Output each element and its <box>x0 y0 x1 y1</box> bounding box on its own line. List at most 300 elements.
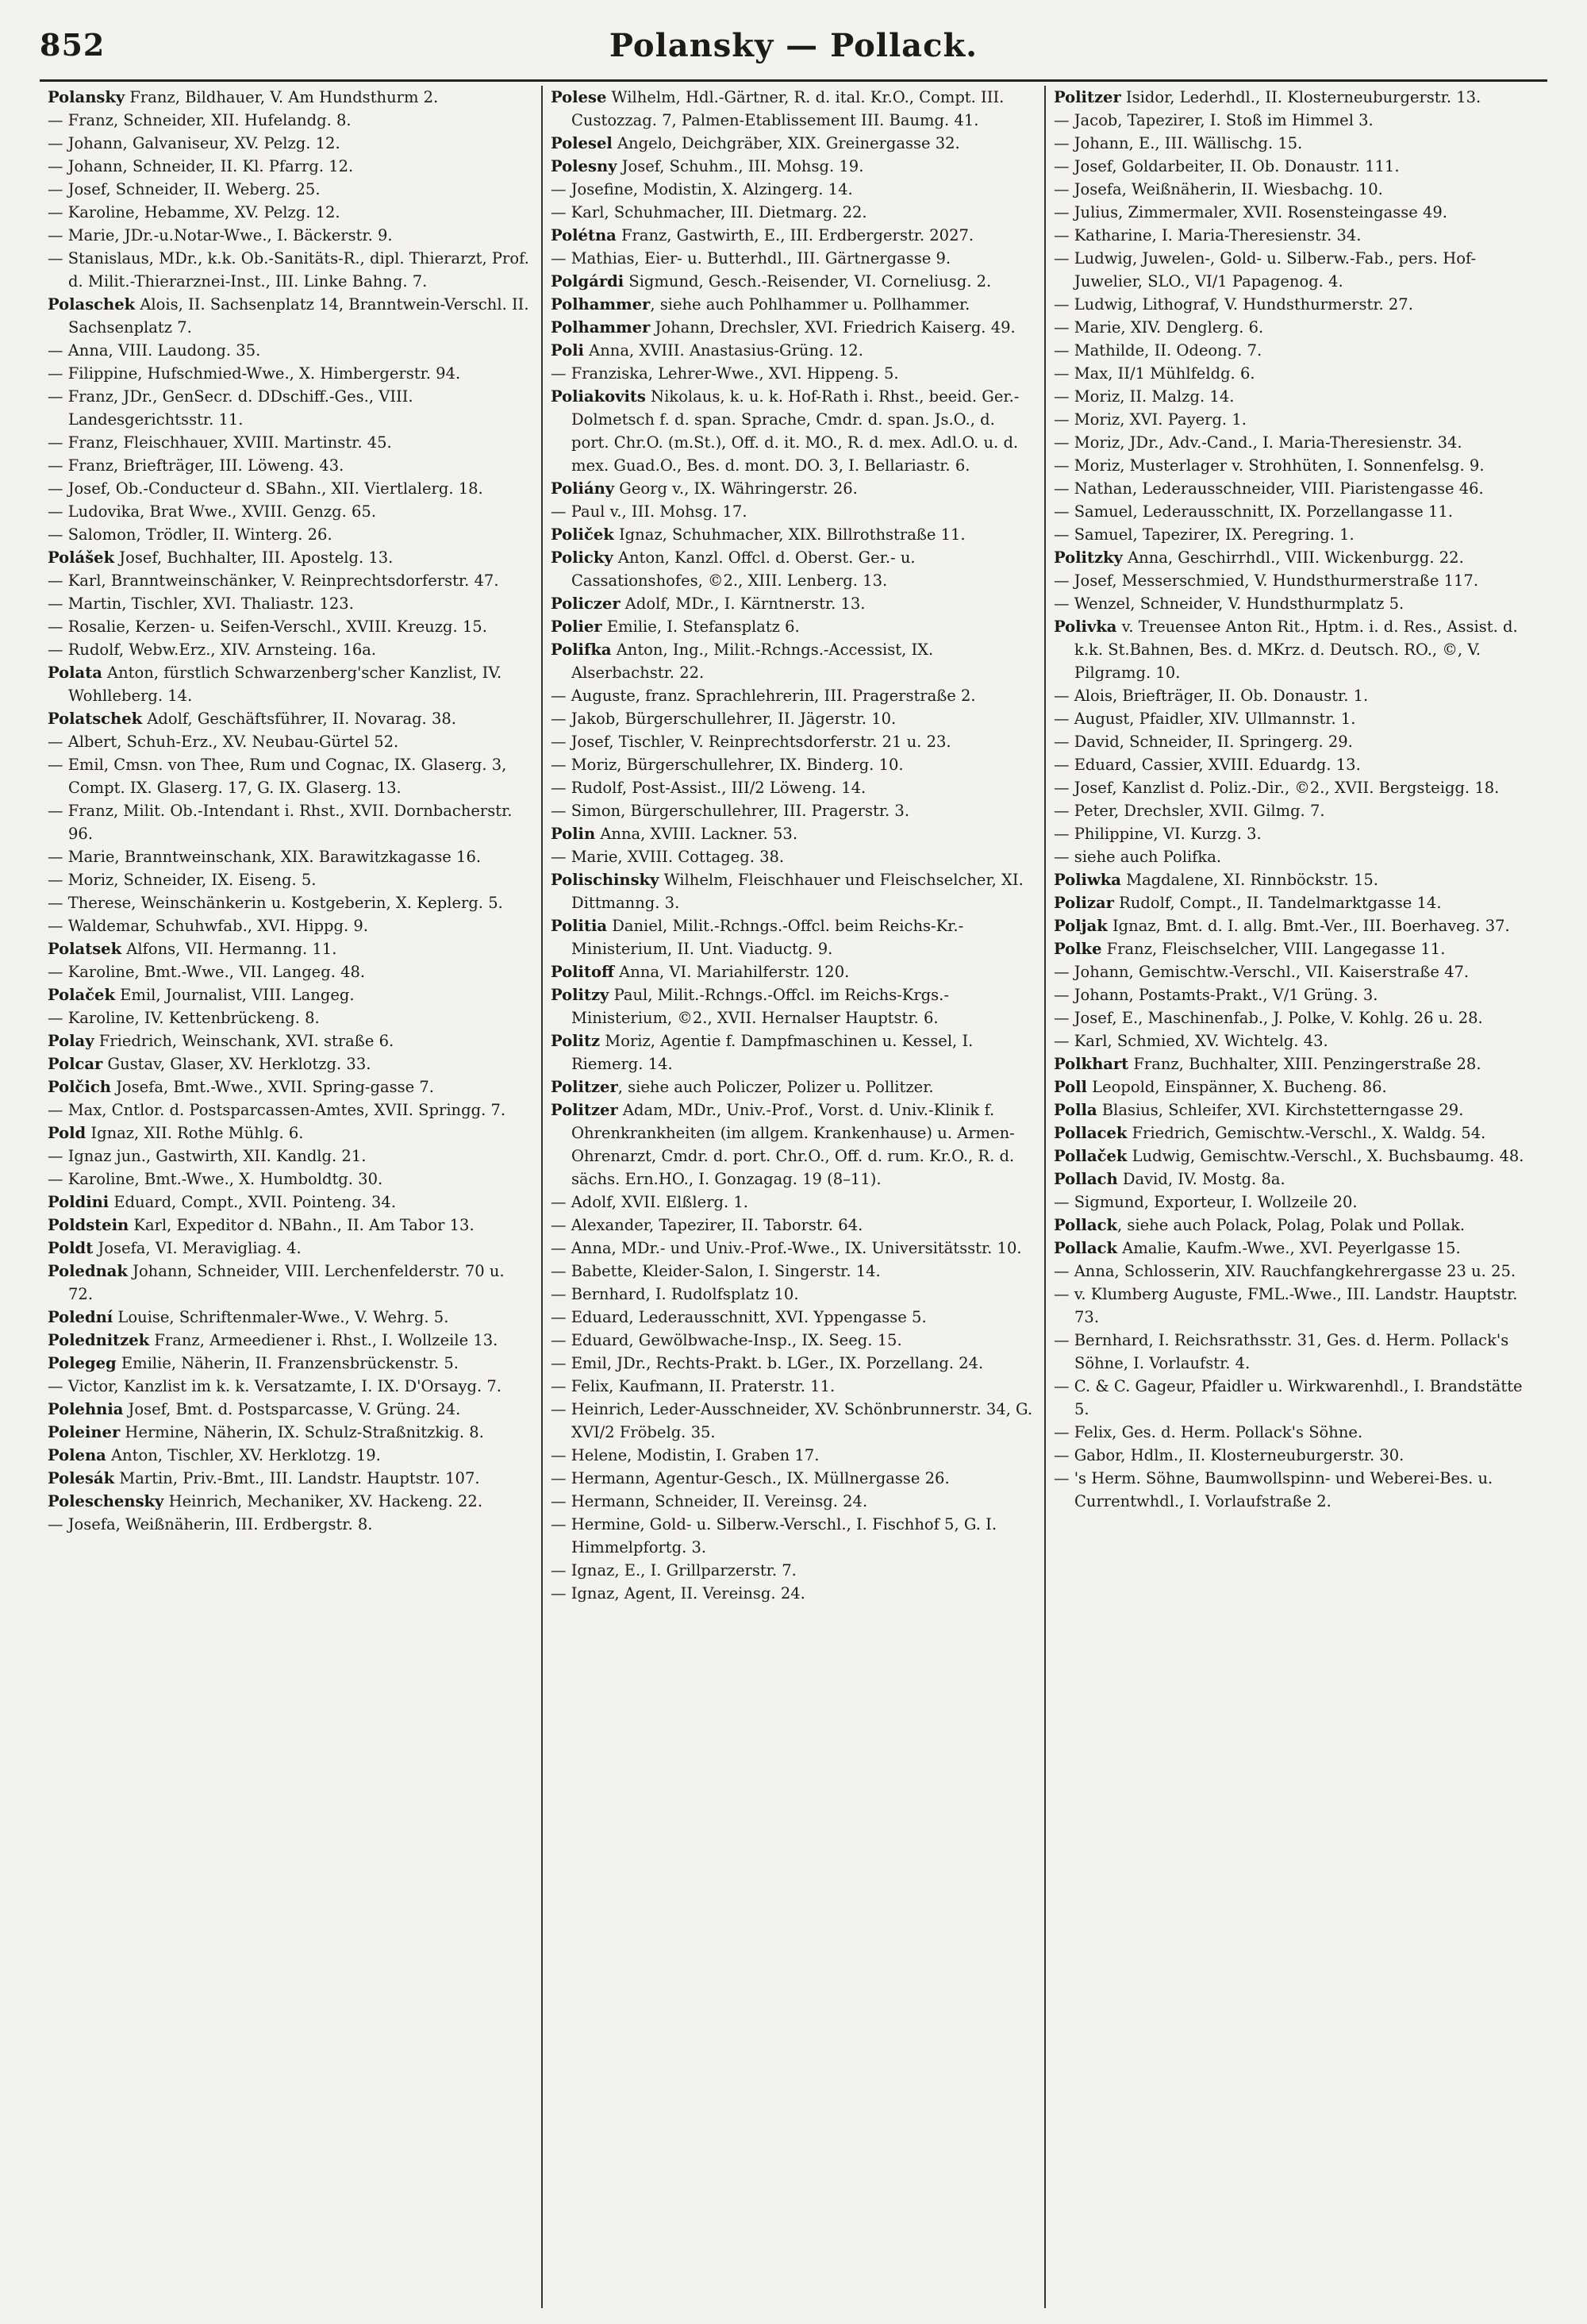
directory-entry <box>551 1582 1036 1605</box>
entry-text: Alois, II. Sachsenplatz 14, Branntwein-Verschl. II. Sachsenplatz 7. <box>68 295 529 337</box>
directory-entry <box>48 1214 533 1237</box>
entry-surname: Polesák <box>48 1469 115 1487</box>
directory-entry <box>1054 1214 1539 1237</box>
entry-text: — Franz, Fleischhauer, XVIII. Martinstr. 45. <box>48 433 392 452</box>
entry-surname: Polkhart <box>1054 1055 1129 1073</box>
directory-entry <box>48 960 533 983</box>
directory-entry <box>1054 983 1539 1006</box>
entry-text: — Johann, E., III. Wällischg. 15. <box>1054 134 1303 152</box>
directory-entry <box>551 86 1036 132</box>
entry-text: — Wenzel, Schneider, V. Hundsthurmplatz 5. <box>1054 594 1404 613</box>
entry-text: — Emil, JDr., Rechts-Prakt. b. LGer., IX. Porzellang. 24. <box>551 1354 984 1372</box>
entry-text: Martin, Priv.-Bmt., III. Landstr. Hauptstr. 107. <box>114 1469 480 1487</box>
entry-text: — Johann, Postamts-Prakt., V/1 Grüng. 3. <box>1054 986 1378 1004</box>
directory-entry <box>1054 1168 1539 1191</box>
directory-entry <box>48 1075 533 1099</box>
entry-text: — Franz, JDr., GenSecr. d. DDschiff.-Ges., VIII. Landesgerichtsstr. 11. <box>48 387 413 429</box>
entry-text: — Paul v., III. Mohsg. 17. <box>551 502 747 521</box>
directory-entry <box>551 1306 1036 1329</box>
directory-entry <box>48 132 533 155</box>
directory-entry <box>48 1006 533 1029</box>
entry-text: Johann, Schneider, VIII. Lerchenfelderstr. 70 u. 72. <box>68 1262 505 1303</box>
entry-surname: Polatsek <box>48 940 122 958</box>
entry-text: — Josef, E., Maschinenfab., J. Polke, V. Kohlg. 26 u. 28. <box>1054 1009 1483 1027</box>
entry-text: Sigmund, Gesch.-Reisender, VI. Corneliusg. 2. <box>624 272 992 290</box>
directory-entry <box>1054 178 1539 201</box>
directory-entry <box>48 868 533 891</box>
entry-text: Alfons, VII. Hermanng. 11. <box>121 940 337 958</box>
entry-text: , siehe auch Polack, Polag, Polak und Pollak. <box>1116 1216 1466 1234</box>
directory-entry <box>48 845 533 868</box>
directory-entry <box>48 638 533 661</box>
entry-surname: Politia <box>551 917 608 935</box>
entry-text: — Rosalie, Kerzen- u. Seifen-Verschl., XVIII. Kreuzg. 15. <box>48 618 487 636</box>
entry-text: — Martin, Tischler, XVI. Thaliastr. 123. <box>48 594 354 613</box>
entry-text: — Karl, Schmied, XV. Wichtelg. 43. <box>1054 1032 1328 1050</box>
entry-text: — Anna, VIII. Laudong. 35. <box>48 341 261 360</box>
entry-text: — Salomon, Trödler, II. Winterg. 26. <box>48 525 332 544</box>
directory-entry <box>48 201 533 224</box>
directory-entry <box>1054 891 1539 914</box>
directory-entry <box>48 477 533 500</box>
entry-surname: Politzer <box>551 1078 618 1096</box>
directory-entry <box>48 1052 533 1075</box>
directory-entry <box>1054 960 1539 983</box>
directory-entry <box>1054 546 1539 569</box>
entry-surname: Poliwka <box>1054 871 1121 889</box>
entry-text: — Franz, Briefträger, III. Löweng. 43. <box>48 456 344 475</box>
entry-text: — Ludwig, Juwelen-, Gold- u. Silberw.-Fab., pers. Hof-Juwelier, SLO., VI/1 Papagenog. 4. <box>1054 249 1477 290</box>
entry-text: — Franz, Milit. Ob.-Intendant i. Rhst., XVII. Dornbacherstr. 96. <box>48 802 513 843</box>
entry-text: Ignaz, XII. Rothe Mühlg. 6. <box>86 1124 304 1142</box>
entry-text: — Peter, Drechsler, XVII. Gilmg. 7. <box>1054 802 1325 820</box>
directory-entry <box>1054 799 1539 822</box>
entry-text: — Moriz, Schneider, IX. Eiseng. 5. <box>48 871 317 889</box>
directory-entry <box>551 776 1036 799</box>
entry-text: Ignaz, Schuhmacher, XIX. Billrothstraße 11. <box>613 525 966 544</box>
entry-surname: Polesel <box>551 134 613 152</box>
entry-text: — Jacob, Tapezirer, I. Stoß im Himmel 3. <box>1054 111 1374 129</box>
directory-entry <box>48 937 533 960</box>
directory-entry <box>48 1352 533 1375</box>
directory-entry <box>48 1306 533 1329</box>
directory-entry <box>1054 1283 1539 1329</box>
header-rule <box>40 79 1547 82</box>
entry-text: Leopold, Einspänner, X. Bucheng. 86. <box>1086 1078 1387 1096</box>
entry-surname: Poleiner <box>48 1423 121 1441</box>
entry-text: — Helene, Modistin, I. Graben 17. <box>551 1446 820 1464</box>
entry-text: — Eduard, Lederausschnitt, XVI. Yppengasse 5. <box>551 1308 927 1326</box>
entry-text: Isidor, Lederhdl., II. Klosterneuburgerstr. 13. <box>1120 88 1481 106</box>
directory-entry <box>551 799 1036 822</box>
entry-text: — Victor, Kanzlist im k. k. Versatzamte, I. IX. D'Orsayg. 7. <box>48 1377 501 1395</box>
entry-text: — Josefa, Weißnäherin, II. Wiesbachg. 10. <box>1054 180 1383 198</box>
entry-surname: Policzer <box>551 594 621 613</box>
entry-text: Adam, MDr., Univ.-Prof., Vorst. d. Univ.-Klinik f. Ohrenkrankheiten (im allgem. Krankenhause) u. Armen-Ohrenarzt, Cmdr. d. port. Chr.O., Off. d. rum. Kr.O., R. d. sächs. Ern.HO., I. Gonzagag. 19 (8–11). <box>571 1101 1015 1188</box>
entry-text: Anna, Geschirrhdl., VIII. Wickenburgg. 22. <box>1122 548 1464 567</box>
entry-text: — Karl, Branntweinschänker, V. Reinprechtsdorferstr. 47. <box>48 571 499 590</box>
entry-surname: Polier <box>551 618 602 636</box>
entry-text: Josef, Schuhm., III. Mohsg. 19. <box>617 157 864 175</box>
entry-surname: Pollack <box>1054 1216 1117 1234</box>
entry-surname: Polaschek <box>48 295 136 314</box>
entry-text: — Ludovika, Brat Wwe., XVIII. Genzg. 65. <box>48 502 377 521</box>
columns <box>40 86 1547 2308</box>
entry-text: Emilie, Näherin, II. Franzensbrückenstr. 5. <box>116 1354 459 1372</box>
entry-text: Moriz, Agentie f. Dampfmaschinen u. Kessel, I. Riemerg. 14. <box>571 1032 974 1073</box>
entry-surname: Poliány <box>551 479 615 498</box>
entry-text: — Hermann, Agentur-Gesch., IX. Müllnergasse 26. <box>551 1469 950 1487</box>
entry-text: — Auguste, franz. Sprachlehrerin, III. Pragerstraße 2. <box>551 687 976 705</box>
directory-entry <box>551 1214 1036 1237</box>
entry-text: Adolf, Geschäftsführer, II. Novarag. 38. <box>142 710 456 728</box>
entry-surname: Policky <box>551 548 613 567</box>
entry-text: — Eduard, Gewölbwache-Insp., IX. Seeg. 15. <box>551 1331 902 1349</box>
entry-text: — Albert, Schuh-Erz., XV. Neubau-Gürtel 52. <box>48 733 399 751</box>
directory-entry <box>48 247 533 293</box>
entry-text: Eduard, Compt., XVII. Pointeng. 34. <box>109 1193 397 1211</box>
entry-surname: Pollacek <box>1054 1124 1128 1142</box>
entry-text: — Gabor, Hdlm., II. Klosterneuburgerstr. 30. <box>1054 1446 1404 1464</box>
entry-text: — Felix, Ges. d. Herm. Pollack's Söhne. <box>1054 1423 1363 1441</box>
entry-text: Adolf, MDr., I. Kärntnerstr. 13. <box>620 594 866 613</box>
page-number: 852 <box>40 27 106 63</box>
directory-entry <box>48 1329 533 1352</box>
directory-entry <box>1054 1075 1539 1099</box>
directory-entry <box>1054 1122 1539 1145</box>
entry-surname: Poliček <box>551 525 614 544</box>
entry-text: — Johann, Gemischtw.-Verschl., VII. Kaiserstraße 47. <box>1054 963 1470 981</box>
directory-entry <box>48 1398 533 1421</box>
entry-surname: Politzer <box>551 1101 618 1119</box>
directory-entry <box>551 845 1036 868</box>
entry-surname: Polhammer <box>551 295 651 314</box>
entry-text: Friedrich, Weinschank, XVI. straße 6. <box>94 1032 394 1050</box>
entry-text: — Josef, Tischler, V. Reinprechtsdorferstr. 21 u. 23. <box>551 733 951 751</box>
entry-text: — Hermann, Schneider, II. Vereinsg. 24. <box>551 1492 868 1510</box>
entry-text: , siehe auch Pohlhammer u. Pollhammer. <box>650 295 970 314</box>
entry-surname: Pollack <box>1054 1239 1117 1257</box>
entry-text: Franz, Bildhauer, V. Am Hundsthurm 2. <box>125 88 439 106</box>
directory-entry <box>1054 592 1539 615</box>
entry-text: — Josefa, Weißnäherin, III. Erdbergstr. 8. <box>48 1515 373 1533</box>
entry-text: — Karoline, IV. Kettenbrückeng. 8. <box>48 1009 320 1027</box>
entry-text: — Stanislaus, MDr., k.k. Ob.-Sanitäts-R., dipl. Thierarzt, Prof. d. Milit.-Thierarznei-Inst., III. Linke Bahng. 7. <box>48 249 529 290</box>
entry-text: Anna, VI. Mariahilferstr. 120. <box>613 963 850 981</box>
entry-text: — Karoline, Bmt.-Wwe., X. Humboldtg. 30. <box>48 1170 383 1188</box>
directory-entry <box>551 1352 1036 1375</box>
directory-entry <box>48 730 533 753</box>
directory-entry <box>48 109 533 132</box>
directory-entry <box>551 1099 1036 1191</box>
entry-text: Hermine, Näherin, IX. Schulz-Straßnitzkig. 8. <box>120 1423 484 1441</box>
directory-entry <box>1054 753 1539 776</box>
directory-entry <box>1054 914 1539 937</box>
entry-text: — Moriz, Bürgerschullehrer, IX. Binderg. 10. <box>551 756 904 774</box>
directory-entry <box>48 385 533 431</box>
entry-surname: Polke <box>1054 940 1102 958</box>
directory-entry <box>1054 684 1539 707</box>
directory-entry <box>551 385 1036 477</box>
entry-text: — Moriz, XVI. Payerg. 1. <box>1054 410 1247 429</box>
directory-entry <box>1054 1375 1539 1421</box>
entry-text: Ludwig, Gemischtw.-Verschl., X. Buchsbaumg. 48. <box>1127 1147 1524 1165</box>
entry-text: Karl, Expeditor d. NBahn., II. Am Tabor 13. <box>129 1216 475 1234</box>
directory-entry <box>1054 822 1539 845</box>
entry-text: — August, Pfaidler, XIV. Ullmannstr. 1. <box>1054 710 1356 728</box>
entry-text: — C. & C. Gageur, Pfaidler u. Wirkwarenhdl., I. Brandstätte 5. <box>1054 1377 1523 1418</box>
directory-entry <box>1054 1191 1539 1214</box>
entry-text: Josef, Bmt. d. Postsparcasse, V. Grüng. 24. <box>123 1400 461 1418</box>
entry-text: Josefa, Bmt.-Wwe., XVII. Spring-gasse 7. <box>110 1078 434 1096</box>
entry-text: David, IV. Mostg. 8a. <box>1117 1170 1285 1188</box>
entry-surname: Poli <box>551 341 584 360</box>
entry-surname: Polednitzek <box>48 1331 150 1349</box>
directory-entry <box>551 1559 1036 1582</box>
directory-entry <box>48 1444 533 1467</box>
entry-text: Franz, Buchhalter, XIII. Penzingerstraße 28. <box>1128 1055 1481 1073</box>
directory-entry <box>551 1375 1036 1398</box>
entry-text: — Therese, Weinschänkerin u. Kostgeberin, X. Keplerg. 5. <box>48 894 503 912</box>
entry-text: — Julius, Zimmermaler, XVII. Rosensteingasse 49. <box>1054 203 1447 221</box>
directory-entry <box>48 339 533 362</box>
entry-text: — Max, Cntlor. d. Postsparcassen-Amtes, XVII. Springg. 7. <box>48 1101 506 1119</box>
entry-surname: Poljak <box>1054 917 1108 935</box>
entry-text: Paul, Milit.-Rchngs.-Offcl. im Reichs-Krgs.-Ministerium, ©2., XVII. Hernalser Hauptstr. 6. <box>571 986 949 1027</box>
entry-text: — Franz, Schneider, XII. Hufelandg. 8. <box>48 111 352 129</box>
entry-surname: Polaček <box>48 986 115 1004</box>
directory-entry <box>48 293 533 339</box>
entry-surname: Poliakovits <box>551 387 646 406</box>
column-3 <box>1044 86 1547 2308</box>
directory-entry <box>1054 1467 1539 1513</box>
directory-entry <box>551 500 1036 523</box>
entry-text: — Anna, MDr.- und Univ.-Prof.-Wwe., IX. Universitätsstr. 10. <box>551 1239 1022 1257</box>
entry-text: — Hermine, Gold- u. Silberw.-Verschl., I. Fischhof 5, G. I. Himmelpfortg. 3. <box>551 1515 997 1556</box>
entry-text: — Rudolf, Post-Assist., III/2 Löweng. 14. <box>551 779 867 797</box>
entry-surname: Polášek <box>48 548 115 567</box>
entry-surname: Poldstein <box>48 1216 129 1234</box>
entry-surname: Polin <box>551 825 596 843</box>
directory-entry <box>1054 155 1539 178</box>
directory-entry <box>551 155 1036 178</box>
directory-entry <box>48 1513 533 1536</box>
entry-text: — Moriz, Musterlager v. Strohhüten, I. Sonnenfelsg. 9. <box>1054 456 1485 475</box>
entry-text: — Jakob, Bürgerschullehrer, II. Jägerstr. 10. <box>551 710 897 728</box>
directory-entry <box>1054 224 1539 247</box>
entry-text: — Rudolf, Webw.Erz., XIV. Arnsteing. 16a. <box>48 641 377 659</box>
entry-surname: Polčich <box>48 1078 111 1096</box>
entry-text: — Babette, Kleider-Salon, I. Singerstr. 14. <box>551 1262 881 1280</box>
entry-text: — Waldemar, Schuhwfab., XVI. Hippg. 9. <box>48 917 368 935</box>
entry-text: — Mathias, Eier- u. Butterhdl., III. Gärtnergasse 9. <box>551 249 951 267</box>
entry-text: — Marie, Branntweinschank, XIX. Barawitzkagasse 16. <box>48 848 482 866</box>
directory-entry <box>1054 362 1539 385</box>
directory-entry <box>551 1444 1036 1467</box>
entry-surname: Politzky <box>1054 548 1123 567</box>
entry-text: — Katharine, I. Maria-Theresienstr. 34. <box>1054 226 1362 244</box>
entry-text: Nikolaus, k. u. k. Hof-Rath i. Rhst., beeid. Ger.-Dolmetsch f. d. span. Sprache, Cmdr. d. span. Js.O., d. port. Chr.O. (m.St.), Off. d. it. MO., R. d. mex. Adl.O. u. d. mex. Guad.O., Bes. d. mont. DO. 3, I. Bellariastr. 6. <box>571 387 1020 475</box>
directory-entry <box>551 638 1036 684</box>
entry-text: Emil, Journalist, VIII. Langeg. <box>114 986 355 1004</box>
entry-text: Anna, XVIII. Lackner. 53. <box>595 825 798 843</box>
directory-entry <box>48 1099 533 1122</box>
directory-entry <box>551 201 1036 224</box>
directory-entry <box>551 730 1036 753</box>
entry-text: — Max, II/1 Mühlfeldg. 6. <box>1054 364 1255 383</box>
entry-text: — Josef, Goldarbeiter, II. Ob. Donaustr. 111. <box>1054 157 1400 175</box>
directory-entry <box>48 753 533 799</box>
directory-entry <box>1054 707 1539 730</box>
directory-entry <box>48 362 533 385</box>
entry-text: — Felix, Kaufmann, II. Praterstr. 11. <box>551 1377 836 1395</box>
directory-entry <box>48 661 533 707</box>
entry-surname: Polatschek <box>48 710 143 728</box>
entry-text: — siehe auch Polifka. <box>1054 848 1222 866</box>
running-title: Polansky — Pollack. <box>609 27 978 64</box>
entry-surname: Politzer <box>1054 88 1121 106</box>
directory-entry <box>1054 868 1539 891</box>
entry-surname: Poldt <box>48 1239 94 1257</box>
entry-surname: Pollach <box>1054 1170 1118 1188</box>
entry-text: Johann, Drechsler, XVI. Friedrich Kaiserg. 49. <box>650 318 1016 337</box>
entry-text: — David, Schneider, II. Springerg. 29. <box>1054 733 1353 751</box>
entry-surname: Polata <box>48 664 102 682</box>
directory-entry <box>1054 523 1539 546</box>
entry-text: Anton, fürstlich Schwarzenberg'scher Kanzlist, IV. Wohlleberg. 14. <box>68 664 502 705</box>
directory-entry <box>48 569 533 592</box>
entry-surname: Pollaček <box>1054 1147 1128 1165</box>
entry-text: Anna, XVIII. Anastasius-Grüng. 12. <box>583 341 863 360</box>
entry-text: — Alexander, Tapezirer, II. Taborstr. 64. <box>551 1216 863 1234</box>
directory-entry <box>48 592 533 615</box>
directory-entry <box>48 1029 533 1052</box>
entry-surname: Polay <box>48 1032 94 1050</box>
page-header <box>40 27 1547 75</box>
entry-text: — Josef, Kanzlist d. Poliz.-Dir., ©2., XVII. Bergsteigg. 18. <box>1054 779 1500 797</box>
directory-entry <box>48 1375 533 1398</box>
entry-text: — Moriz, II. Malzg. 14. <box>1054 387 1235 406</box>
directory-entry <box>1054 201 1539 224</box>
directory-entry <box>551 523 1036 546</box>
entry-text: — Mathilde, II. Odeong. 7. <box>1054 341 1262 360</box>
entry-text: Ignaz, Bmt. d. I. allg. Bmt.-Ver., III. Boerhaveg. 37. <box>1107 917 1510 935</box>
entry-surname: Polednak <box>48 1262 128 1280</box>
entry-text: — Heinrich, Leder-Ausschneider, XV. Schönbrunnerstr. 34, G. XVI/2 Fröbelg. 35. <box>551 1400 1033 1441</box>
entry-surname: Polcar <box>48 1055 103 1073</box>
directory-entry <box>1054 293 1539 316</box>
directory-entry <box>1054 109 1539 132</box>
directory-entry <box>551 914 1036 960</box>
directory-entry <box>551 316 1036 339</box>
entry-text: — 's Herm. Söhne, Baumwollspinn- und Weberei-Bes. u. Currentwhdl., I. Vorlaufstraße 2. <box>1054 1469 1493 1510</box>
directory-entry <box>551 477 1036 500</box>
entry-text: Franz, Fleischselcher, VIII. Langegasse 11. <box>1101 940 1446 958</box>
entry-text: Franz, Armeediener i. Rhst., I. Wollzeile 13. <box>149 1331 498 1349</box>
entry-text: — Ludwig, Lithograf, V. Hundsthurmerstr. 27. <box>1054 295 1413 314</box>
entry-text: Josef, Buchhalter, III. Apostelg. 13. <box>114 548 394 567</box>
entry-text: — Josef, Schneider, II. Weberg. 25. <box>48 180 321 198</box>
directory-entry <box>551 546 1036 592</box>
directory-entry <box>551 822 1036 845</box>
directory-entry <box>48 454 533 477</box>
directory-entry <box>48 178 533 201</box>
entry-text: — Marie, XVIII. Cottageg. 38. <box>551 848 785 866</box>
directory-entry <box>48 523 533 546</box>
entry-surname: Poll <box>1054 1078 1087 1096</box>
entry-text: Anton, Tischler, XV. Herklotzg. 19. <box>106 1446 381 1464</box>
directory-entry <box>48 224 533 247</box>
directory-entry <box>1054 1029 1539 1052</box>
entry-text: — Josef, Messerschmied, V. Hundsthurmerstraße 117. <box>1054 571 1479 590</box>
directory-entry <box>551 960 1036 983</box>
directory-entry <box>1054 776 1539 799</box>
entry-text: — Simon, Bürgerschullehrer, III. Pragerstr. 3. <box>551 802 910 820</box>
directory-entry <box>551 1329 1036 1352</box>
entry-surname: Politoff <box>551 963 614 981</box>
directory-entry <box>1054 937 1539 960</box>
directory-entry <box>48 1237 533 1260</box>
entry-surname: Polední <box>48 1308 113 1326</box>
entry-text: Franz, Gastwirth, E., III. Erdbergerstr. 2027. <box>616 226 974 244</box>
column-2 <box>541 86 1044 2308</box>
directory-entry <box>551 983 1036 1029</box>
entry-surname: Politz <box>551 1032 601 1050</box>
directory-entry <box>551 178 1036 201</box>
directory-entry <box>48 86 533 109</box>
directory-entry <box>551 868 1036 914</box>
directory-entry <box>551 270 1036 293</box>
entry-text: Georg v., IX. Währingerstr. 26. <box>614 479 858 498</box>
directory-entry <box>1054 408 1539 431</box>
entry-surname: Polla <box>1054 1101 1097 1119</box>
entry-text: — Karoline, Bmt.-Wwe., VII. Langeg. 48. <box>48 963 366 981</box>
entry-text: — Alois, Briefträger, II. Ob. Donaustr. 1. <box>1054 687 1369 705</box>
entry-text: — Emil, Cmsn. von Thee, Rum und Cognac, IX. Glaserg. 3, Compt. IX. Glaserg. 17, G. IX. Glaserg. 13. <box>48 756 507 797</box>
directory-entry <box>551 1075 1036 1099</box>
directory-entry <box>551 1467 1036 1490</box>
directory-entry <box>1054 1237 1539 1260</box>
entry-text: — Filippine, Hufschmied-Wwe., X. Himbergerstr. 94. <box>48 364 461 383</box>
directory-entry <box>48 1490 533 1513</box>
directory-entry <box>1054 1099 1539 1122</box>
entry-text: Wilhelm, Fleischhauer und Fleischselcher, XI. Dittmanng. 3. <box>571 871 1024 912</box>
directory-entry <box>1054 569 1539 592</box>
directory-entry <box>551 753 1036 776</box>
directory-entry <box>1054 1145 1539 1168</box>
entry-surname: Polesny <box>551 157 617 175</box>
entry-surname: Polgárdi <box>551 272 624 290</box>
entry-text: Wilhelm, Hdl.-Gärtner, R. d. ital. Kr.O., Compt. III. Custozzag. 7, Palmen-Etablissement III. Baumg. 41. <box>571 88 1005 129</box>
entry-surname: Polansky <box>48 88 125 106</box>
directory-entry <box>48 1168 533 1191</box>
entry-text: — Samuel, Lederausschnitt, IX. Porzellangasse 11. <box>1054 502 1454 521</box>
directory-entry <box>551 1237 1036 1260</box>
directory-entry <box>1054 132 1539 155</box>
entry-text: — Johann, Galvaniseur, XV. Pelzg. 12. <box>48 134 340 152</box>
entry-text: — Ignaz, Agent, II. Vereinsg. 24. <box>551 1584 805 1603</box>
directory-entry <box>551 684 1036 707</box>
entry-text: Emilie, I. Stefansplatz 6. <box>601 618 800 636</box>
directory-entry <box>1054 431 1539 454</box>
entry-surname: Polétna <box>551 226 617 244</box>
entry-text: — Karl, Schuhmacher, III. Dietmarg. 22. <box>551 203 867 221</box>
directory-entry <box>48 431 533 454</box>
directory-entry <box>551 362 1036 385</box>
entry-text: — Josef, Ob.-Conducteur d. SBahn., XII. Viertlalerg. 18. <box>48 479 483 498</box>
directory-entry <box>48 1191 533 1214</box>
directory-entry <box>1054 845 1539 868</box>
